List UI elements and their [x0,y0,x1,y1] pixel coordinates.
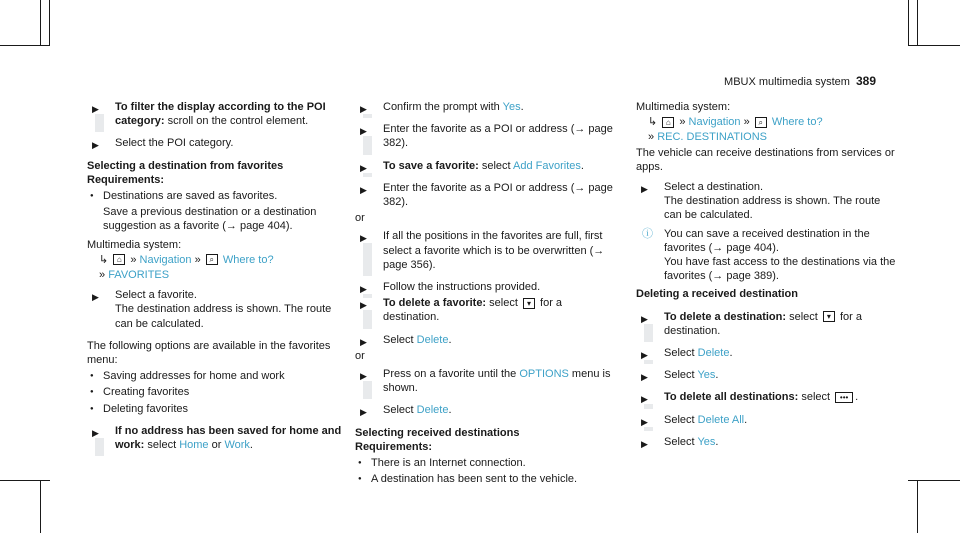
step [355,403,615,417]
step-text: . [448,333,452,346]
note-text: You have fast access to the destinations via the favorites (→ page 389). [664,256,896,283]
option-home: Home [179,439,209,452]
step-text: . [580,159,584,172]
step-text: Select the POI category. [115,137,234,150]
step [355,280,615,294]
nav-item-where-to: Where to? [222,253,274,266]
crop-mark [917,480,918,533]
step-arrow-icon: ▶ [360,104,367,114]
step-text: Select a destination. [664,181,764,194]
step-arrow-icon: ▶ [360,300,367,311]
step-text: Enter the favorite as a POI or address (→ page 382). [383,123,613,150]
option-yes: Yes [697,435,716,448]
crop-mark [908,480,960,481]
option-delete: Delete [416,333,449,346]
step-text: Select [664,435,698,448]
option-delete-all: Delete All [697,413,745,426]
step-text: Select [664,413,698,426]
page-header [724,74,876,88]
option-yes: Yes [697,369,716,382]
step-sub: The destination address is shown. The route can be calculated. [115,303,332,330]
menu-path [636,115,896,129]
step-text: select [786,310,821,323]
nav-item-favorites: FAVORITES [108,269,170,282]
step [636,413,896,427]
crop-mark [908,0,909,46]
nav-item-rec-destinations: REC. DESTINATIONS [657,131,767,144]
step-arrow-icon: ▶ [360,184,367,195]
more-options-icon: ••• [835,392,853,403]
or-text: or [355,212,365,225]
step [355,229,615,272]
header-title: MBUX multimedia system [724,76,850,88]
step-text: Select [383,333,417,346]
list-item [355,472,615,486]
home-icon: ⌂ [113,254,125,265]
chevron-icon: » [99,269,106,282]
crop-mark [917,0,918,46]
step-arrow-icon: ▶ [641,184,648,195]
step [355,100,615,114]
crop-mark [908,45,960,46]
option-add-favorites: Add Favorites [513,159,581,172]
dropdown-icon: ▾ [523,298,535,309]
note [636,227,896,284]
step-arrow-icon: ▶ [92,140,99,151]
step-text: for a destination. [664,310,862,337]
step [355,122,615,150]
step-arrow-icon: ▶ [641,313,648,324]
step-bold: To delete a destination: [664,310,787,323]
step [636,346,896,360]
step-text: select [478,159,514,172]
step-text: menu is shown. [383,368,611,395]
list-item [355,456,615,470]
list-item [87,189,342,203]
step-arrow-icon: ▶ [641,394,648,405]
step-arrow-icon: ▶ [641,372,648,383]
step-arrow-icon: ▶ [360,284,367,295]
or-text: or [355,349,365,362]
column-left [87,100,342,460]
nav-item-navigation: Navigation [139,253,192,266]
chevron-icon: » [648,131,655,144]
option-yes: Yes [502,101,521,113]
step [636,390,896,404]
step [355,333,615,347]
step-text: Select [664,369,698,382]
list-item [87,385,342,399]
step-arrow-icon: ▶ [360,336,367,347]
column-right [636,100,896,457]
step-bold: If no address has been saved for home and work: [115,424,342,452]
step-text: for a destination. [383,297,563,324]
system-label: Multimedia system: [87,238,182,251]
chevron-icon: » [679,116,686,129]
step [636,435,896,449]
step-arrow-icon: ▶ [360,407,367,418]
crop-mark [49,0,50,46]
step-arrow-icon: ▶ [641,416,648,427]
step-arrow-icon: ▶ [360,233,367,244]
step-arrow-icon: ▶ [360,162,367,173]
step-arrow-icon: ▶ [641,438,648,449]
step-text: select [144,439,180,452]
info-icon: ⓘ [642,227,653,240]
chevron-icon: » [130,253,137,266]
crop-mark [0,45,50,46]
option-delete: Delete [416,404,449,417]
step [355,367,615,395]
step [87,288,342,331]
list-item-text: There is an Internet connection. [371,457,526,470]
step-text: select [486,297,521,310]
paragraph: The following options are available in the favorites menu: [87,339,331,367]
step-text: . [715,435,719,448]
requirements-label: Requirements: [87,173,165,186]
list-item [87,369,342,383]
step [87,136,342,150]
step-text: . [249,439,253,452]
step-text: . [855,391,859,404]
step-text: Select [383,404,417,417]
paragraph: The vehicle can receive destinations from services or apps. [636,146,895,173]
step-text: . [520,101,524,113]
step [636,180,896,223]
step [87,424,342,452]
chevron-icon: » [194,253,201,266]
column-middle [355,100,615,488]
list-item-text: Creating favorites [103,386,190,399]
step-text: . [448,404,452,417]
step-arrow-icon: ▶ [92,104,99,114]
step [355,296,615,324]
step-bold: To delete a favorite: [383,297,487,310]
list-item-text: Saving addresses for home and work [103,370,285,383]
step-bold: To save a favorite: [383,159,479,172]
list-item-text: Destinations are saved as favorites. [103,190,278,203]
dropdown-icon: ▾ [823,311,835,322]
system-label: Multimedia system: [636,101,731,113]
step-text: Select a favorite. [115,289,197,302]
step-text: Press on a favorite until the [383,368,520,381]
step [87,100,342,128]
step-text: Follow the instructions provided. [383,281,541,294]
list-item [87,402,342,416]
menu-path [636,130,896,144]
nav-item-where-to: Where to? [771,116,823,129]
section-heading: Selecting received destinations [355,426,520,439]
step [636,368,896,382]
step-arrow-icon: ▶ [92,427,99,438]
step [355,159,615,173]
step-text: . [744,413,748,426]
step-bold: To delete all destinations: [664,391,799,404]
crop-mark [0,480,50,481]
note-text: You can save a received destination in the favorites (→ page 404). [664,227,870,254]
step-sub: The destination address is shown. The route can be calculated. [664,195,881,222]
chevron-icon: » [743,116,750,129]
step-text: Confirm the prompt with [383,101,503,113]
home-icon: ⌂ [662,117,674,128]
option-delete: Delete [697,347,730,360]
menu-path [87,253,342,267]
step-text: If all the positions in the favorites are full, first select a favorite which is to be overwritten (→ page 356). [383,230,605,271]
requirements-label: Requirements: [355,440,433,453]
step-text: Enter the favorite as a POI or address (→ page 382). [383,181,613,209]
step-text: or [208,439,225,452]
list-item-text: Deleting favorites [103,402,188,415]
step-text: Select [664,347,698,360]
step-arrow-icon: ▶ [360,371,367,382]
search-icon: ⌕ [755,117,767,128]
page-number: 389 [855,74,876,88]
step-arrow-icon: ▶ [92,292,99,303]
step-arrow-icon: ▶ [641,350,648,361]
return-arrow-icon: ↳ [99,253,109,266]
nav-item-navigation: Navigation [688,116,741,129]
crop-mark [40,0,41,46]
menu-path [87,268,342,282]
step-text: select [798,391,834,404]
search-icon: ⌕ [206,254,218,265]
option-work: Work [224,439,250,452]
step-bold: To filter the display according to the POI category: [115,101,326,128]
step [355,181,615,209]
crop-mark [40,480,41,533]
return-arrow-icon: ↳ [648,116,658,129]
step-arrow-icon: ▶ [360,126,367,137]
step [636,310,896,338]
step-text: scroll on the control element. [164,115,309,128]
section-heading: Selecting a destination from favorites [87,159,284,172]
list-item-text: A destination has been sent to the vehicle. [371,473,578,486]
section-heading: Deleting a received destination [636,288,798,301]
list-item-sub: Save a previous destination or a destination suggestion as a favorite (→ page 404). [103,206,317,233]
step-text: . [729,347,733,360]
option-options: OPTIONS [519,368,569,381]
step-text: . [715,369,719,382]
